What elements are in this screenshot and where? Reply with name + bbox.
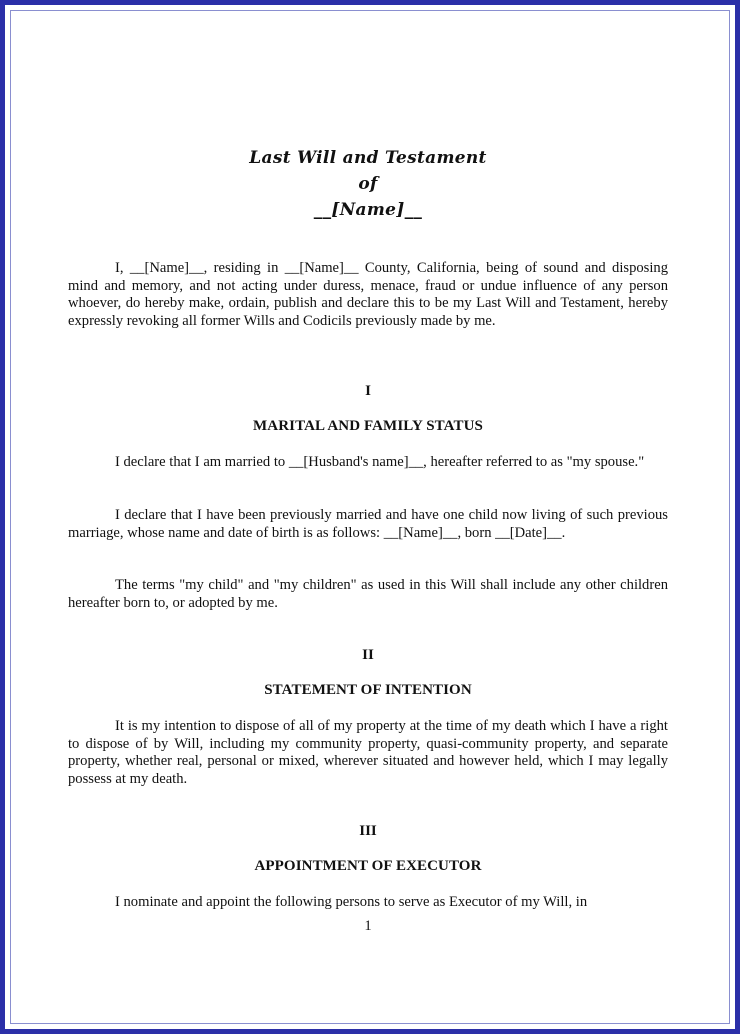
- section-heading: STATEMENT OF INTENTION: [264, 682, 472, 698]
- title-line-2: of: [358, 174, 378, 194]
- section-number: II: [362, 647, 374, 663]
- title-line-3: __[Name]__: [313, 200, 423, 220]
- section-paragraph: [68, 577, 668, 612]
- section-paragraph: [68, 454, 668, 472]
- intro-paragraph: [68, 260, 668, 331]
- paragraph-text: The terms "my child" and "my children" as used in this Will shall include any other children hereafter born to, or adopted by me.: [68, 577, 668, 611]
- section-heading: MARITAL AND FAMILY STATUS: [253, 418, 483, 434]
- paragraph-text: I nominate and appoint the following persons to serve as Executor of my Will, in: [115, 894, 588, 910]
- paragraph-text: I declare that I have been previously married and have one child now living of such previous marriage, whose name and date of birth is as follows: __[Name]__, born __[Date]__.: [68, 507, 668, 541]
- paragraph-text: I declare that I am married to __[Husband's name]__, hereafter referred to as "my spouse.": [115, 454, 645, 470]
- section-heading: APPOINTMENT OF EXECUTOR: [254, 858, 482, 874]
- paragraph-text: It is my intention to dispose of all of my property at the time of my death which I have a right to dispose of by Will, including my community property, quasi-community property, and separate property, whether real, personal or mixed, wherever situated and however held, which I may legally possess at my death.: [68, 718, 668, 788]
- intro-text: I, __[Name]__, residing in __[Name]__ County, California, being of sound and disposing mind and memory, and not acting under duress, menace, fraud or undue influence of any person whoever, do hereby make, ordain, publish and declare this to be my Last Will and Testament, hereby expressly revoking all former Wills and Codicils previously made by me.: [68, 260, 668, 330]
- title-line-1: Last Will and Testament: [249, 148, 487, 168]
- section-number: I: [365, 383, 371, 399]
- section-paragraph: [68, 507, 668, 542]
- section-paragraph: [68, 894, 668, 912]
- section-number: III: [359, 823, 377, 839]
- section-paragraph: [68, 718, 668, 789]
- page-number: 1: [364, 918, 372, 934]
